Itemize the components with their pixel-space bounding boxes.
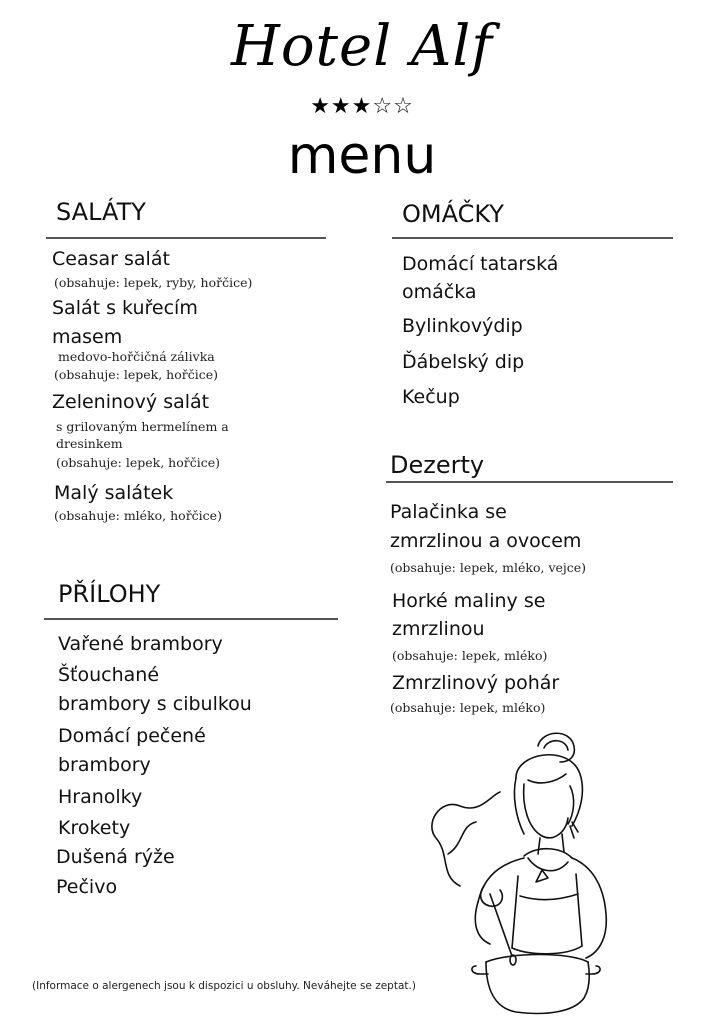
item-description: medovo-hořčičná zálivka [58,349,215,364]
menu-item: zmrzlinou a ovocem [390,530,582,552]
section-title-dezerty: Dezerty [390,451,485,479]
menu-item: Palačinka se [390,501,507,523]
menu-item: Zmrzlinový pohár [392,672,560,694]
menu-item: Salát s kuřecím [52,297,198,319]
menu-item: Bylinkovýdip [402,315,523,337]
menu-item: Hranolky [58,786,143,808]
menu-item: Ceasar salát [52,248,170,270]
allergen-note: (obsahuje: lepek, mléko) [392,648,548,663]
menu-item: omáčka [402,281,477,303]
allergen-note: (obsahuje: lepek, hořčice) [56,455,220,470]
menu-item: Dušená rýže [56,846,175,868]
menu-item: Šťouchané [58,664,160,686]
menu-item: Krokety [58,817,131,839]
section-title-salaty: SALÁTY [56,198,146,226]
section-title-prilohy: PŘÍLOHY [58,580,161,608]
menu-item: Ďábelský dip [402,351,525,373]
menu-item: Horké maliny se [392,590,546,612]
item-description: dresinkem [56,436,123,451]
item-description: s grilovaným hermelínem a [56,419,229,434]
menu-item: Pečivo [56,876,118,898]
menu-item: Domácí tatarská [402,253,559,275]
menu-item: masem [52,326,123,348]
allergen-note: (obsahuje: lepek, mléko) [390,700,546,715]
menu-item: Malý salátek [54,482,174,504]
hotel-logo: Hotel Alf [231,14,493,79]
section-divider [386,481,673,483]
star-rating: ★★★☆☆ [310,94,414,119]
section-title-omacky: OMÁČKY [402,200,504,228]
menu-item: brambory [58,754,151,776]
menu-item: zmrzlinou [392,618,485,640]
menu-item: brambory s cibulkou [58,693,252,715]
allergen-note: (obsahuje: mléko, hořčice) [54,508,222,523]
section-divider [44,618,338,620]
section-divider [46,237,326,239]
menu-item: Zeleninový salát [52,391,210,413]
menu-item: Kečup [402,386,460,408]
menu-item: Vařené brambory [58,633,223,655]
page-title: menu [287,126,437,186]
menu-item: Domácí pečené [58,725,206,747]
section-divider [392,237,673,239]
allergen-note: (obsahuje: lepek, ryby, hořčice) [54,275,253,290]
allergen-note: (obsahuje: lepek, hořčice) [54,367,218,382]
allergen-note: (obsahuje: lepek, mléko, vejce) [390,560,587,575]
allergen-info-footer: (Informace o alergenech jsou k dispozici u obsluhy. Neváhejte se zeptat.) [32,980,416,992]
chef-illustration [420,726,620,1016]
